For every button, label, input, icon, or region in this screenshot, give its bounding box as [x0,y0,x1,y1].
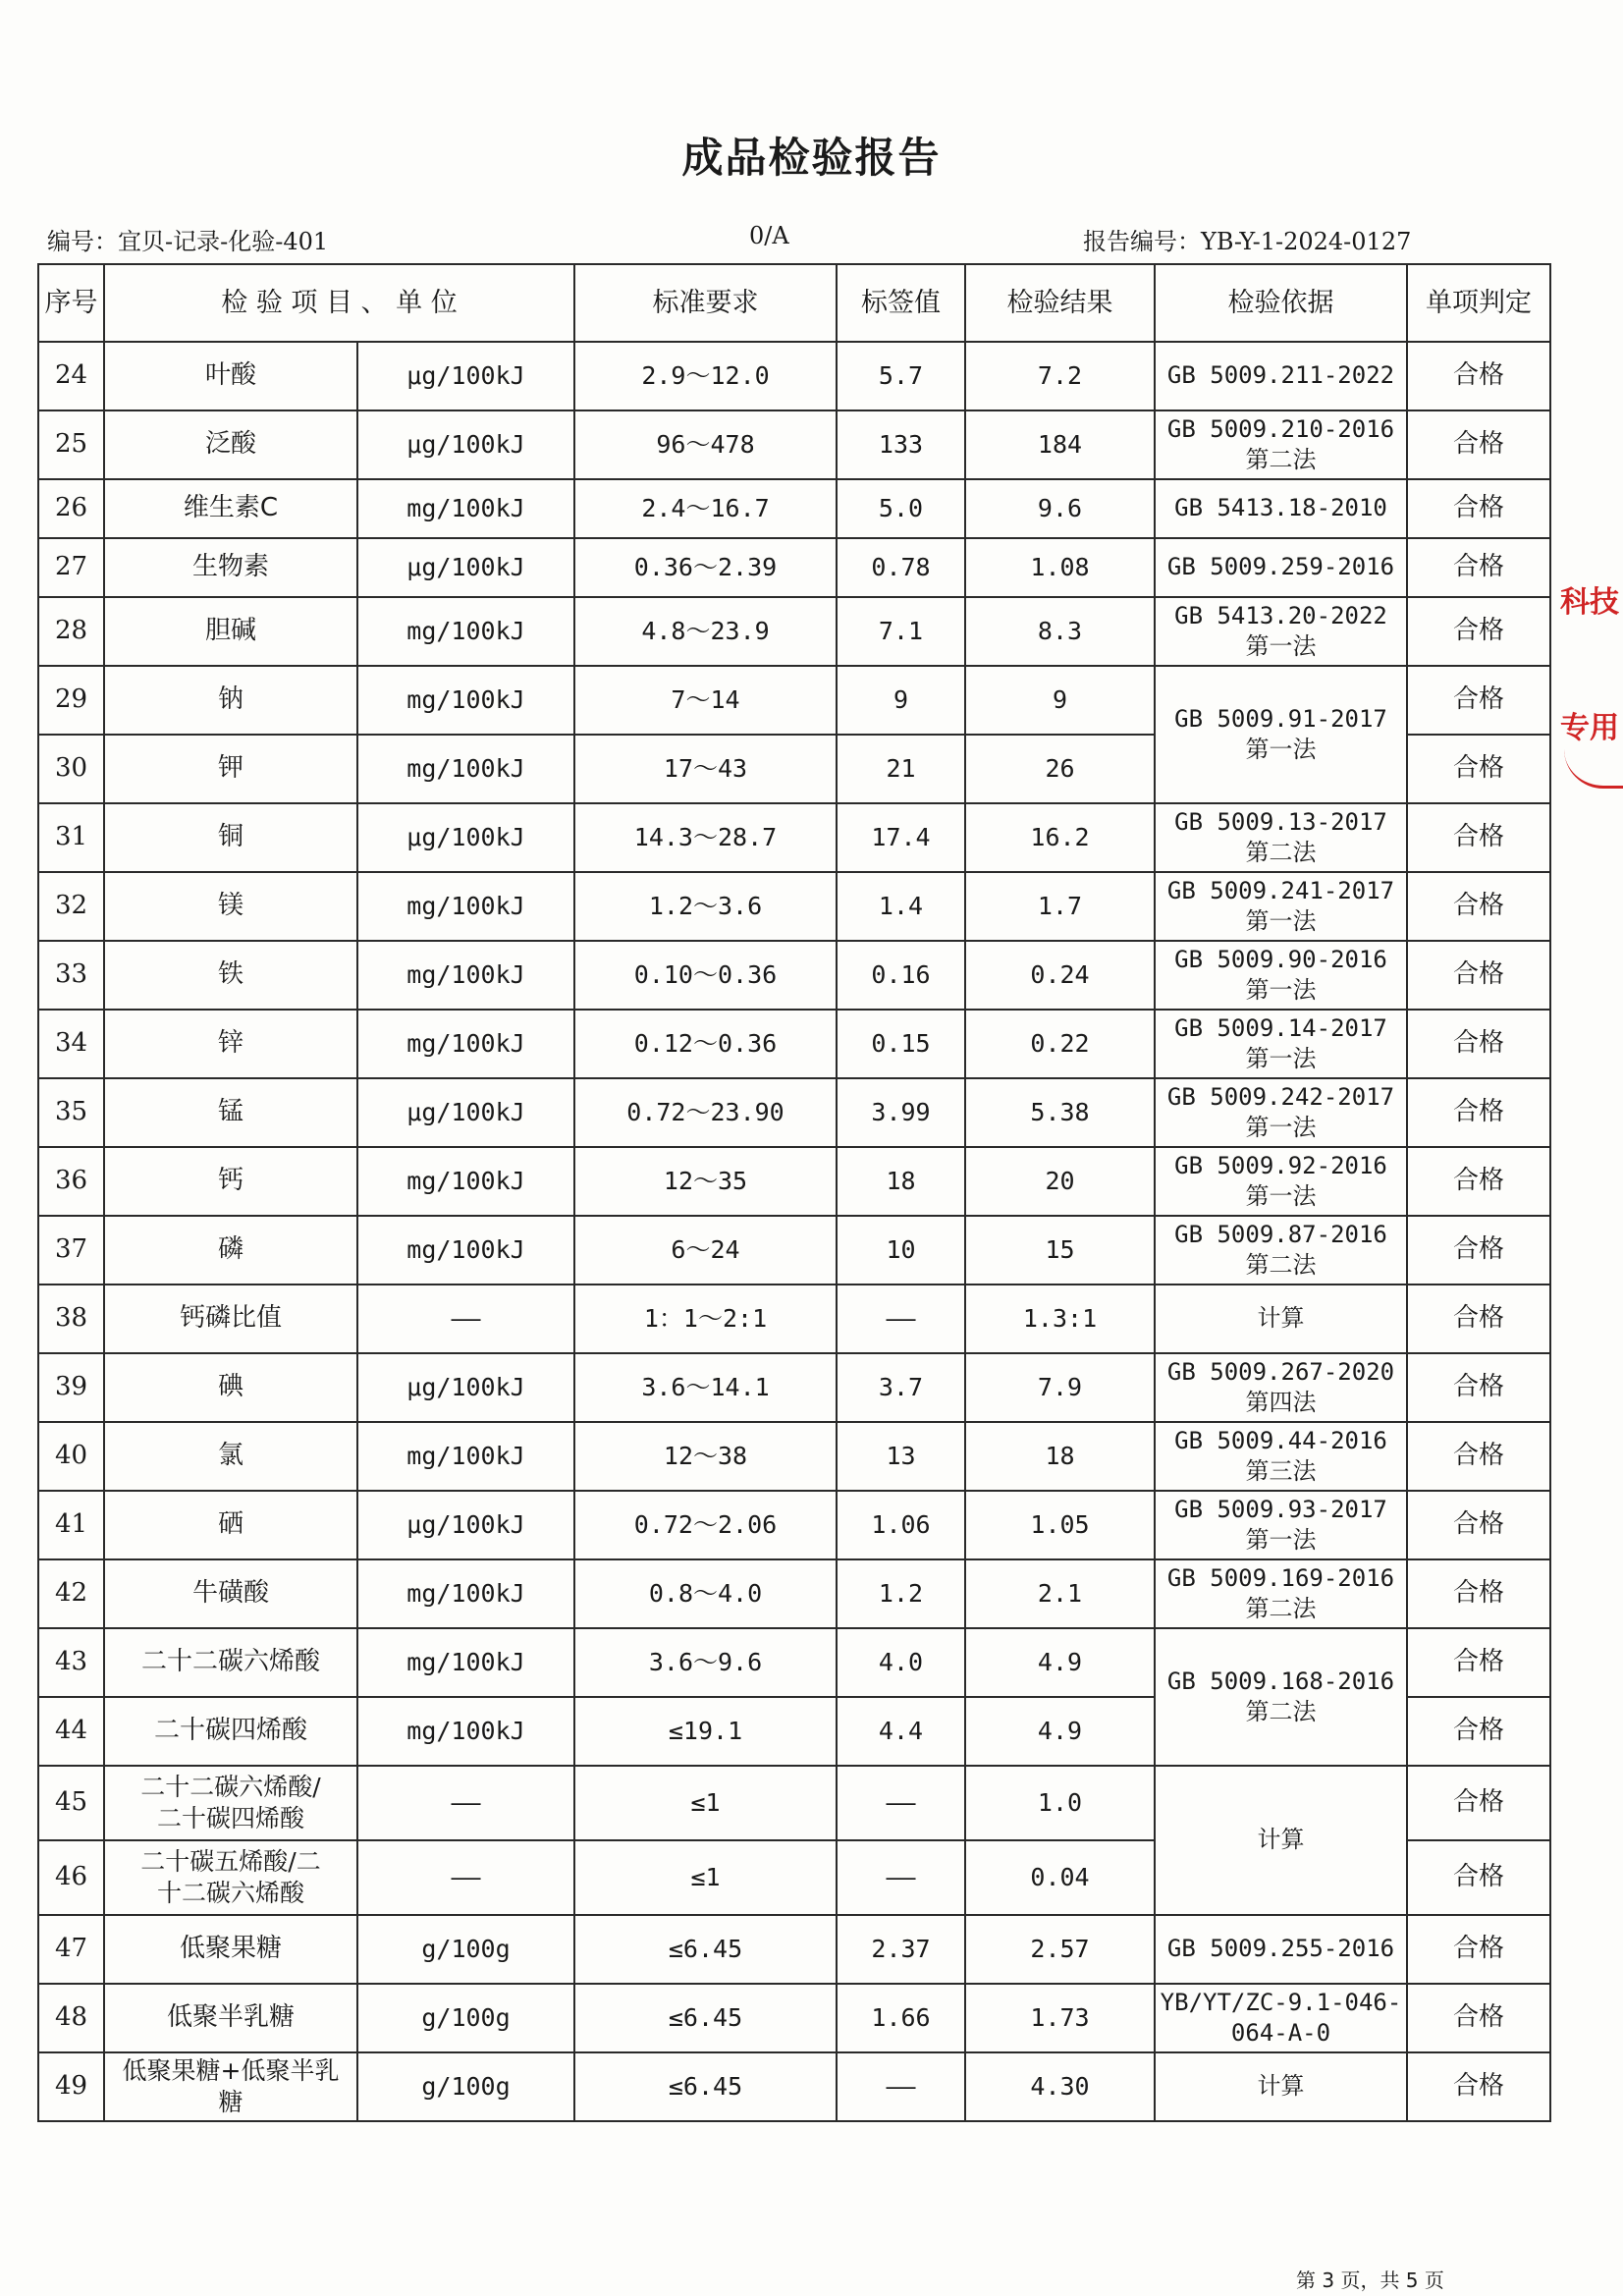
table-row [38,1915,1550,1984]
row-unit: —— [357,1285,574,1353]
row-item-name: 钠 [104,666,357,735]
row-label-value: —— [837,1766,965,1840]
row-item-name: 钙磷比值 [104,1285,357,1353]
row-seq: 43 [38,1628,104,1697]
table-row [38,1559,1550,1628]
row-verdict: 合格 [1407,1010,1550,1078]
row-label-value: —— [837,2052,965,2121]
row-verdict: 合格 [1407,1915,1550,1984]
row-unit: mg/100kJ [357,597,574,666]
row-result: 1.73 [965,1984,1155,2052]
row-unit: μg/100kJ [357,410,574,479]
row-verdict: 合格 [1407,666,1550,735]
table-row [38,1984,1550,2052]
row-item-name: 钙 [104,1147,357,1216]
row-standard: 2.9～12.0 [574,342,837,410]
row-standard: ≤6.45 [574,2052,837,2121]
row-basis: 计算 [1155,2052,1407,2121]
row-standard: 1.2～3.6 [574,872,837,941]
row-verdict: 合格 [1407,538,1550,597]
row-standard: 7～14 [574,666,837,735]
row-seq: 35 [38,1078,104,1147]
row-standard: ≤1 [574,1840,837,1915]
table-row [38,342,1550,410]
row-unit: mg/100kJ [357,735,574,803]
row-label-value: 13 [837,1422,965,1491]
row-result: 184 [965,410,1155,479]
row-verdict: 合格 [1407,1628,1550,1697]
row-result: 8.3 [965,597,1155,666]
row-item-name: 氯 [104,1422,357,1491]
row-label-value: 2.37 [837,1915,965,1984]
red-stamp-fragment: 科技 [1560,585,1619,620]
row-item-name: 二十碳五烯酸/二 十二碳六烯酸 [104,1840,357,1915]
row-basis: GB 5009.13-2017 第二法 [1155,803,1407,872]
row-unit: μg/100kJ [357,803,574,872]
row-verdict: 合格 [1407,479,1550,538]
row-seq: 38 [38,1285,104,1353]
row-verdict: 合格 [1407,1422,1550,1491]
row-label-value: 3.7 [837,1353,965,1422]
row-standard: ≤19.1 [574,1697,837,1766]
row-standard: 12～35 [574,1147,837,1216]
row-seq: 48 [38,1984,104,2052]
row-standard: 3.6～9.6 [574,1628,837,1697]
row-verdict: 合格 [1407,1766,1550,1840]
row-item-name: 叶酸 [104,342,357,410]
row-seq: 39 [38,1353,104,1422]
row-seq: 46 [38,1840,104,1915]
row-item-name: 碘 [104,1353,357,1422]
row-verdict: 合格 [1407,1147,1550,1216]
row-unit: mg/100kJ [357,941,574,1010]
row-standard: 2.4～16.7 [574,479,837,538]
row-verdict: 合格 [1407,1078,1550,1147]
row-result: 0.04 [965,1840,1155,1915]
row-label-value: 0.78 [837,538,965,597]
row-basis: GB 5009.93-2017 第一法 [1155,1491,1407,1559]
row-item-name: 牛磺酸 [104,1559,357,1628]
row-basis: GB 5009.91-2017 第一法 [1155,666,1407,803]
row-unit: mg/100kJ [357,479,574,538]
red-stamp-fragment-2: 专用 [1560,711,1619,745]
row-label-value: 5.7 [837,342,965,410]
header-label: 标签值 [837,264,965,342]
row-unit: g/100g [357,2052,574,2121]
row-standard: 0.36～2.39 [574,538,837,597]
row-basis: GB 5009.14-2017 第一法 [1155,1010,1407,1078]
row-unit: μg/100kJ [357,538,574,597]
row-basis: GB 5009.44-2016 第三法 [1155,1422,1407,1491]
row-item-name: 磷 [104,1216,357,1285]
row-label-value: 9 [837,666,965,735]
row-label-value: —— [837,1840,965,1915]
row-seq: 47 [38,1915,104,1984]
row-standard: 6～24 [574,1216,837,1285]
row-verdict: 合格 [1407,1559,1550,1628]
row-result: 2.1 [965,1559,1155,1628]
row-standard: 0.72～23.90 [574,1078,837,1147]
row-standard: 3.6～14.1 [574,1353,837,1422]
row-unit: mg/100kJ [357,1010,574,1078]
row-seq: 49 [38,2052,104,2121]
row-seq: 37 [38,1216,104,1285]
table-row [38,2052,1550,2121]
row-verdict: 合格 [1407,1984,1550,2052]
row-seq: 24 [38,342,104,410]
row-basis: GB 5009.90-2016 第一法 [1155,941,1407,1010]
row-item-name: 二十二碳六烯酸 [104,1628,357,1697]
row-label-value: 133 [837,410,965,479]
table-body [38,342,1550,2121]
row-unit: mg/100kJ [357,1216,574,1285]
row-result: 16.2 [965,803,1155,872]
row-result: 7.9 [965,1353,1155,1422]
row-verdict: 合格 [1407,1697,1550,1766]
row-standard: 4.8～23.9 [574,597,837,666]
row-seq: 45 [38,1766,104,1840]
row-item-name: 二十二碳六烯酸/ 二十碳四烯酸 [104,1766,357,1840]
row-standard: 0.12～0.36 [574,1010,837,1078]
header-basis: 检验依据 [1155,264,1407,342]
table-row [38,1766,1550,1840]
row-seq: 31 [38,803,104,872]
table-row [38,1285,1550,1353]
row-result: 1.7 [965,872,1155,941]
red-stamp-arc [1564,746,1623,789]
row-result: 18 [965,1422,1155,1491]
meta-row [47,222,1441,255]
header-standard: 标准要求 [574,264,837,342]
header-item-unit: 检 验 项 目 、 单 位 [104,264,574,342]
row-unit: mg/100kJ [357,666,574,735]
row-seq: 27 [38,538,104,597]
row-label-value: 18 [837,1147,965,1216]
row-unit: g/100g [357,1984,574,2052]
report-number: 报告编号：YB-Y-1-2024-0127 [1083,228,1412,255]
row-standard: ≤6.45 [574,1984,837,2052]
row-item-name: 低聚果糖 [104,1915,357,1984]
row-standard: 0.8～4.0 [574,1559,837,1628]
table-row [38,1422,1550,1491]
row-label-value: 3.99 [837,1078,965,1147]
row-standard: 14.3～28.7 [574,803,837,872]
row-label-value: 4.0 [837,1628,965,1697]
row-basis: GB 5009.211-2022 [1155,342,1407,410]
row-result: 7.2 [965,342,1155,410]
row-result: 1.0 [965,1766,1155,1840]
row-verdict: 合格 [1407,410,1550,479]
row-verdict: 合格 [1407,1353,1550,1422]
row-label-value: 4.4 [837,1697,965,1766]
table-row [38,1491,1550,1559]
row-verdict: 合格 [1407,735,1550,803]
row-label-value: 1.06 [837,1491,965,1559]
row-verdict: 合格 [1407,941,1550,1010]
row-result: 1.3:1 [965,1285,1155,1353]
table-row [38,1147,1550,1216]
row-item-name: 维生素C [104,479,357,538]
row-item-name: 胆碱 [104,597,357,666]
table-row [38,597,1550,666]
row-basis: 计算 [1155,1766,1407,1915]
row-basis: YB/YT/ZC-9.1-046- 064-A-0 [1155,1984,1407,2052]
row-basis: GB 5009.210-2016 第二法 [1155,410,1407,479]
row-verdict: 合格 [1407,872,1550,941]
table-row [38,479,1550,538]
header-result: 检验结果 [965,264,1155,342]
row-label-value: 10 [837,1216,965,1285]
row-label-value: 0.15 [837,1010,965,1078]
table-row [38,410,1550,479]
row-basis: GB 5009.169-2016 第二法 [1155,1559,1407,1628]
row-verdict: 合格 [1407,342,1550,410]
row-basis: GB 5009.241-2017 第一法 [1155,872,1407,941]
row-seq: 28 [38,597,104,666]
row-seq: 25 [38,410,104,479]
row-result: 9.6 [965,479,1155,538]
row-basis: GB 5009.168-2016 第二法 [1155,1628,1407,1766]
row-basis: GB 5009.259-2016 [1155,538,1407,597]
table-row [38,1078,1550,1147]
row-result: 5.38 [965,1078,1155,1147]
row-label-value: —— [837,1285,965,1353]
table-header-row [38,264,1550,342]
table-row [38,803,1550,872]
row-verdict: 合格 [1407,1285,1550,1353]
row-verdict: 合格 [1407,1840,1550,1915]
row-result: 0.22 [965,1010,1155,1078]
row-unit: mg/100kJ [357,872,574,941]
row-verdict: 合格 [1407,597,1550,666]
table-row [38,666,1550,735]
row-item-name: 低聚果糖+低聚半乳 糖 [104,2052,357,2121]
row-seq: 40 [38,1422,104,1491]
row-unit: mg/100kJ [357,1628,574,1697]
row-result: 4.9 [965,1697,1155,1766]
row-verdict: 合格 [1407,2052,1550,2121]
row-item-name: 生物素 [104,538,357,597]
row-seq: 29 [38,666,104,735]
row-unit: g/100g [357,1915,574,1984]
row-result: 20 [965,1147,1155,1216]
row-item-name: 低聚半乳糖 [104,1984,357,2052]
row-verdict: 合格 [1407,1491,1550,1559]
row-label-value: 21 [837,735,965,803]
table-row [38,1216,1550,1285]
row-basis: GB 5009.267-2020 第四法 [1155,1353,1407,1422]
row-standard: 12～38 [574,1422,837,1491]
row-seq: 44 [38,1697,104,1766]
row-basis: GB 5009.92-2016 第一法 [1155,1147,1407,1216]
row-standard: 17～43 [574,735,837,803]
row-label-value: 1.2 [837,1559,965,1628]
row-basis: GB 5413.20-2022 第一法 [1155,597,1407,666]
inspection-table [37,263,1551,2122]
row-item-name: 铁 [104,941,357,1010]
header-judgement: 单项判定 [1407,264,1550,342]
table-row [38,1628,1550,1697]
row-result: 0.24 [965,941,1155,1010]
row-standard: ≤1 [574,1766,837,1840]
row-seq: 32 [38,872,104,941]
row-standard: 0.72～2.06 [574,1491,837,1559]
row-item-name: 镁 [104,872,357,941]
row-verdict: 合格 [1407,803,1550,872]
row-unit: —— [357,1840,574,1915]
row-result: 9 [965,666,1155,735]
row-item-name: 硒 [104,1491,357,1559]
row-unit: mg/100kJ [357,1697,574,1766]
row-unit: μg/100kJ [357,1078,574,1147]
row-result: 2.57 [965,1915,1155,1984]
row-label-value: 5.0 [837,479,965,538]
page-footer: 第 3 页，共 5 页 [1296,2269,1444,2292]
row-seq: 36 [38,1147,104,1216]
row-basis: GB 5009.255-2016 [1155,1915,1407,1984]
row-unit: mg/100kJ [357,1422,574,1491]
row-item-name: 钾 [104,735,357,803]
row-unit: mg/100kJ [357,1147,574,1216]
row-seq: 30 [38,735,104,803]
row-unit: μg/100kJ [357,1353,574,1422]
row-seq: 42 [38,1559,104,1628]
row-seq: 26 [38,479,104,538]
table-row [38,1010,1550,1078]
row-result: 15 [965,1216,1155,1285]
record-number: 编号：宜贝-记录-化验-401 [47,228,329,255]
table-row [38,538,1550,597]
row-item-name: 铜 [104,803,357,872]
row-item-name: 二十碳四烯酸 [104,1697,357,1766]
row-label-value: 0.16 [837,941,965,1010]
header-seq: 序号 [38,264,104,342]
row-result: 1.05 [965,1491,1155,1559]
row-standard: 0.10～0.36 [574,941,837,1010]
row-result: 4.30 [965,2052,1155,2121]
row-basis: GB 5009.87-2016 第二法 [1155,1216,1407,1285]
row-basis: GB 5009.242-2017 第一法 [1155,1078,1407,1147]
row-unit: mg/100kJ [357,1559,574,1628]
row-unit: —— [357,1766,574,1840]
row-label-value: 17.4 [837,803,965,872]
row-label-value: 1.66 [837,1984,965,2052]
page-title: 成品检验报告 [681,134,942,182]
version: 0/A [749,222,789,249]
row-seq: 41 [38,1491,104,1559]
row-verdict: 合格 [1407,1216,1550,1285]
table-row [38,872,1550,941]
row-item-name: 泛酸 [104,410,357,479]
row-unit: μg/100kJ [357,342,574,410]
row-result: 1.08 [965,538,1155,597]
row-standard: ≤6.45 [574,1915,837,1984]
table-row [38,941,1550,1010]
row-item-name: 锌 [104,1010,357,1078]
row-result: 4.9 [965,1628,1155,1697]
row-basis: GB 5413.18-2010 [1155,479,1407,538]
row-standard: 1：1～2:1 [574,1285,837,1353]
row-seq: 34 [38,1010,104,1078]
row-result: 26 [965,735,1155,803]
row-standard: 96～478 [574,410,837,479]
row-seq: 33 [38,941,104,1010]
row-unit: μg/100kJ [357,1491,574,1559]
row-item-name: 锰 [104,1078,357,1147]
row-basis: 计算 [1155,1285,1407,1353]
row-label-value: 1.4 [837,872,965,941]
row-label-value: 7.1 [837,597,965,666]
table-row [38,1353,1550,1422]
